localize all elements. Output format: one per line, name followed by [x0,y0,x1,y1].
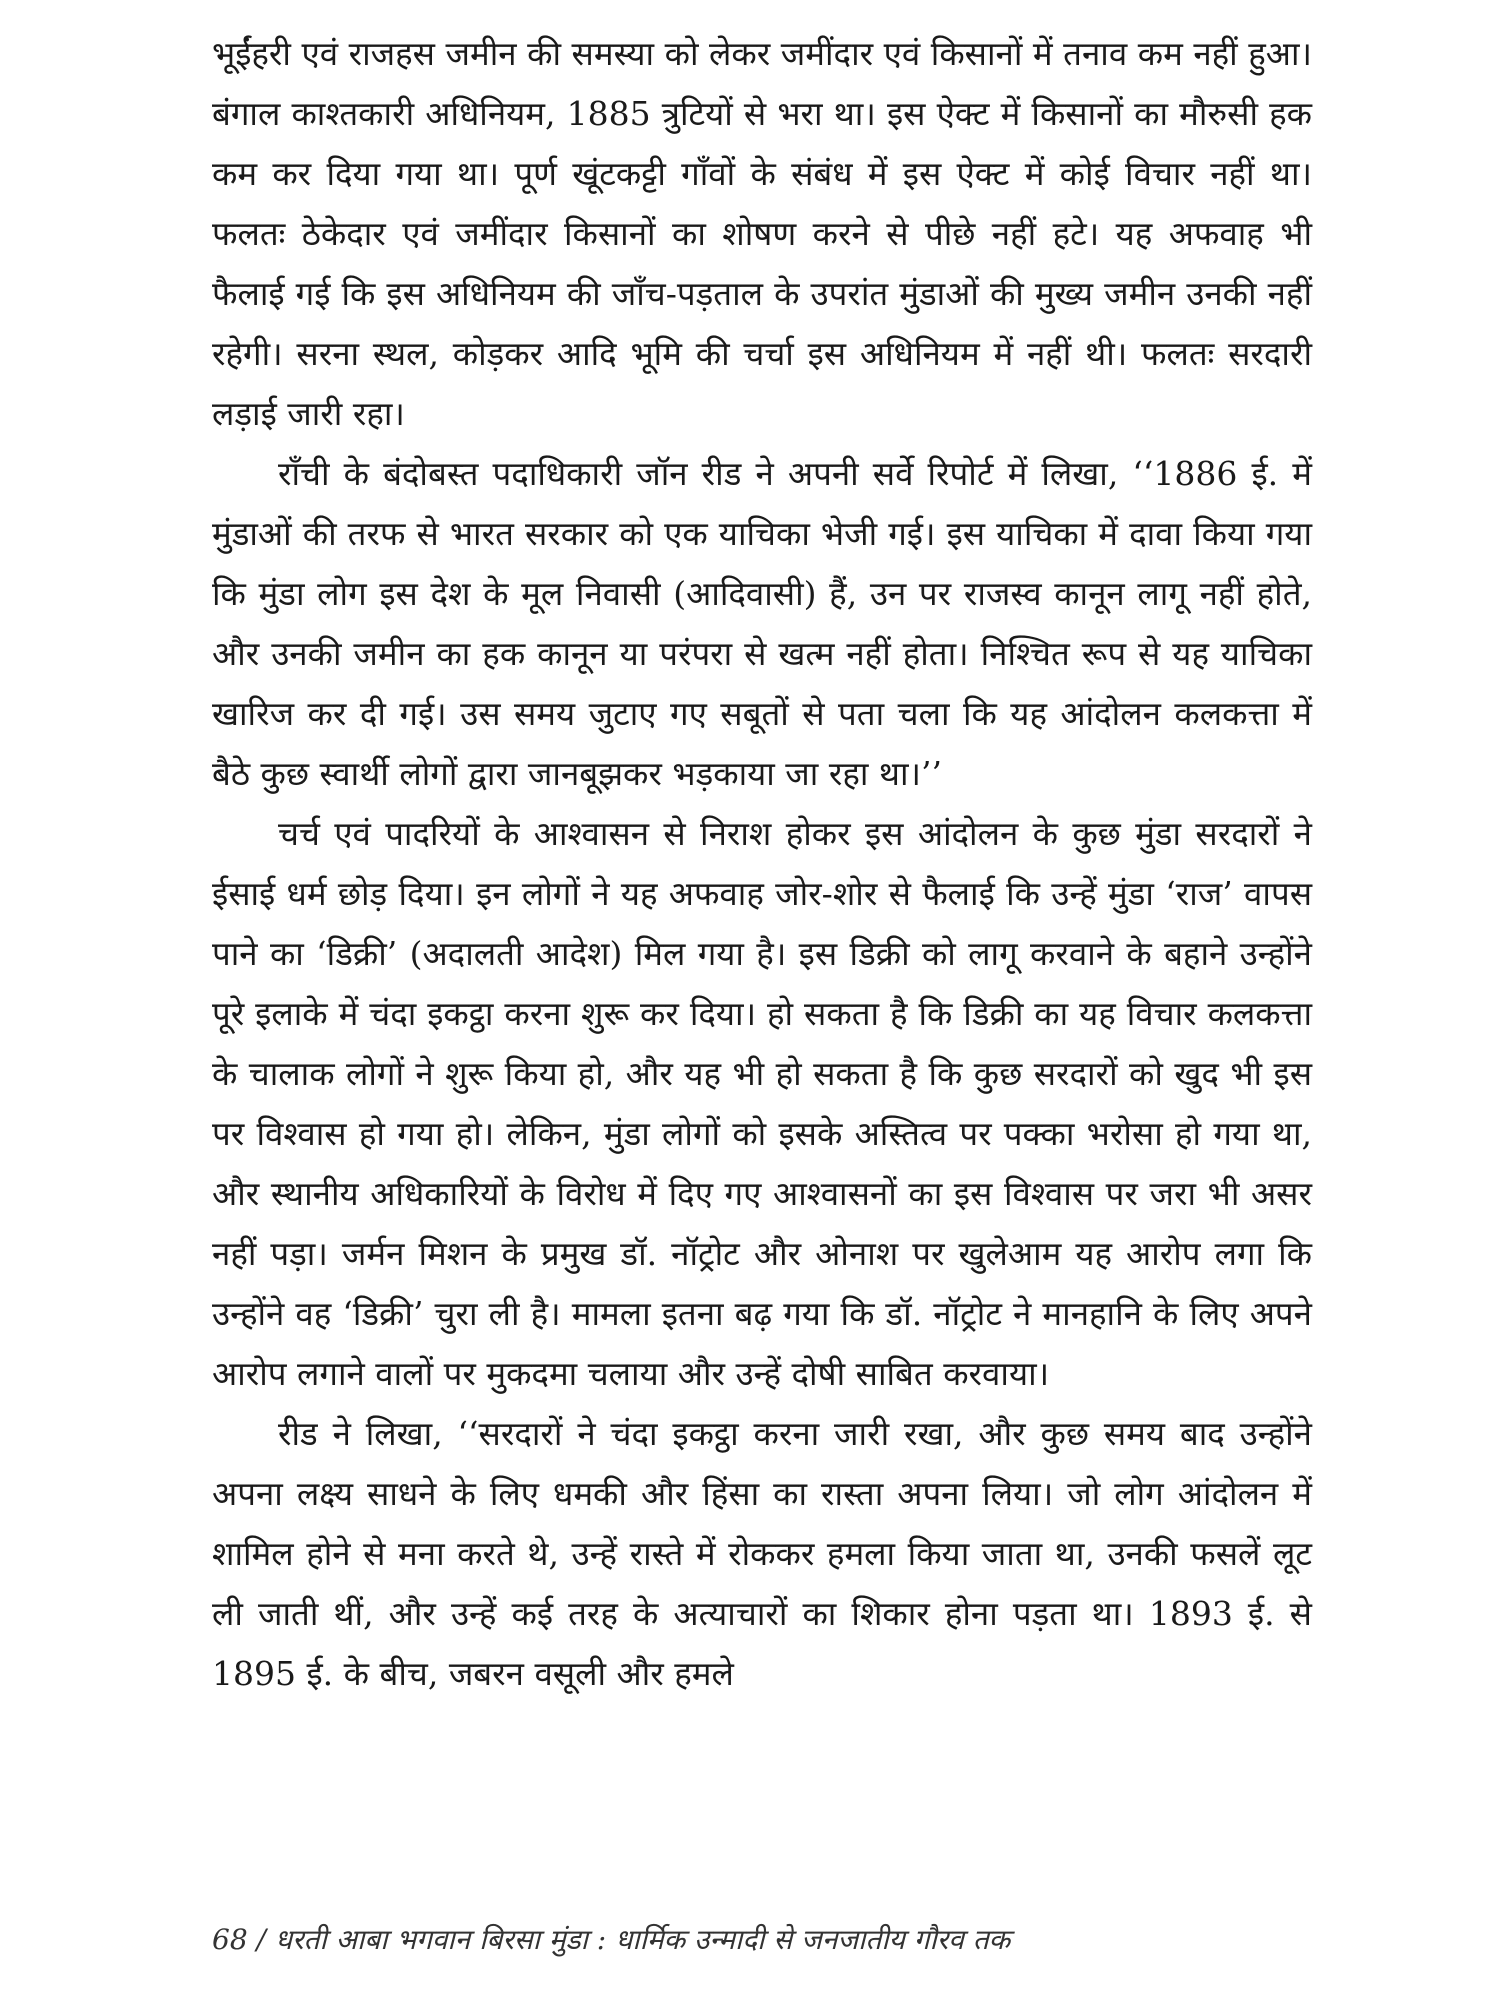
paragraph-3: चर्च एवं पादरियों के आश्वासन से निराश होकर इस आंदोलन के कुछ मुंडा सरदारों ने ईसाई धर्म छोड़ दिया। इन लोगों ने यह अफवाह जोर-शोर से फैलाई कि उन्हें मुंडा ‘राज’ वापस पाने का ‘डिक्री’ (अदालती आदेश) मिल गया है। इस डिक्री को लागू करवाने के बहाने उन्होंने पूरे इलाके में चंदा इकट्ठा करना शुरू कर दिया। हो सकता है कि डिक्री का यह विचार कलकत्ता के चालाक लोगों ने शुरू किया हो, और यह भी हो सकता है कि कुछ सरदारों को खुद भी इस पर विश्वास हो गया हो। लेकिन, मुंडा लोगों को इसके अस्तित्व पर पक्का भरोसा हो गया था, और स्थानीय अधिकारियों के विरोध में दिए गए आश्वासनों का इस विश्वास पर जरा भी असर नहीं पड़ा। जर्मन मिशन के प्रमुख डॉ. नॉट्रोट और ओनाश पर खुलेआम यह आरोप लगा कि उन्होंने वह ‘डिक्री’ चुरा ली है। मामला इतना बढ़ गया कि डॉ. नॉट्रोट ने मानहानि के लिए अपने आरोप लगाने वालों पर मुकदमा चलाया और उन्हें दोषी साबित करवाया। [212,814,1312,1393]
body-text [212,24,1312,1704]
paragraph-2: राँची के बंदोबस्त पदाधिकारी जॉन रीड ने अपनी सर्वे रिपोर्ट में लिखा, ‘‘1886 ई. में मुंडाओं की तरफ से भारत सरकार को एक याचिका भेजी गई। इस याचिका में दावा किया गया कि मुंडा लोग इस देश के मूल निवासी (आदिवासी) हैं, उन पर राजस्व कानून लागू नहीं होते, और उनकी जमीन का हक कानून या परंपरा से खत्म नहीं होता। निश्चित रूप से यह याचिका खारिज कर दी गई। उस समय जुटाए गए सबूतों से पता चला कि यह आंदोलन कलकत्ता में बैठे कुछ स्वार्थी लोगों द्वारा जानबूझकर भड़काया जा रहा था।’’ [212,454,1312,793]
paragraph-4: रीड ने लिखा, ‘‘सरदारों ने चंदा इकट्ठा करना जारी रखा, और कुछ समय बाद उन्होंने अपना लक्ष्य साधने के लिए धमकी और हिंसा का रास्ता अपना लिया। जो लोग आंदोलन में शामिल होने से मना करते थे, उन्हें रास्ते में रोककर हमला किया जाता था, उनकी फसलें लूट ली जाती थीं, और उन्हें कई तरह के अत्याचारों का शिकार होना पड़ता था। 1893 ई. से 1895 ई. के बीच, जबरन वसूली और हमले [212,1414,1312,1693]
paragraph-1: भूईंहरी एवं राजहस जमीन की समस्या को लेकर जमींदार एवं किसानों में तनाव कम नहीं हुआ। बंगाल काश्तकारी अधिनियम, 1885 त्रुटियों से भरा था। इस ऐक्ट में किसानों का मौरुसी हक कम कर दिया गया था। पूर्ण खूंटकट्टी गाँवों के संबंध में इस ऐक्ट में कोई विचार नहीं था। फलतः ठेकेदार एवं जमींदार किसानों का शोषण करने से पीछे नहीं हटे। यह अफवाह भी फैलाई गई कि इस अधिनियम की जाँच-पड़ताल के उपरांत मुंडाओं की मुख्य जमीन उनकी नहीं रहेगी। सरना स्थल, कोड़कर आदि भूमि की चर्चा इस अधिनियम में नहीं थी। फलतः सरदारी लड़ाई जारी रहा। [212,34,1312,433]
page-footer: 68 / धरती आबा भगवान बिरसा मुंडा : धार्मिक उन्मादी से जनजातीय गौरव तक [212,1923,1011,1956]
